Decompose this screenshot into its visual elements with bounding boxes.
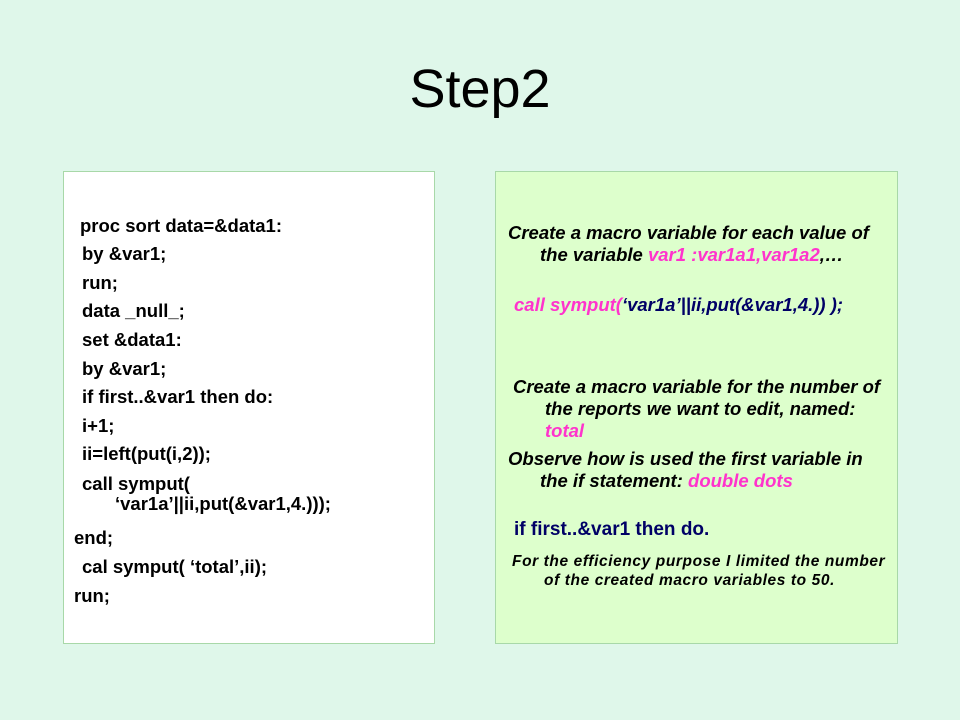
note-text: ,…: [819, 244, 844, 265]
code-line: data _null_;: [82, 300, 185, 321]
code-line: proc sort data=&data1:: [80, 215, 283, 236]
note-text: Observe how is used the first variable in the if statement:: [508, 448, 863, 491]
note-double-dots: [508, 448, 893, 492]
code-line: run;: [82, 272, 118, 293]
note-highlight: call symput(: [514, 294, 622, 315]
code-line: run;: [74, 585, 110, 606]
notes-panel: [495, 171, 898, 644]
note-highlight: var1 :var1a1,var1a2: [647, 244, 820, 265]
code-line: by &var1;: [82, 358, 167, 379]
note-text: Create a macro variable for each value of the variable: [508, 222, 869, 265]
code-line: ii=left(put(i,2));: [82, 443, 211, 464]
code-line: by &var1;: [82, 243, 167, 264]
code-line: ‘var1a’||ii,put(&var1,4.)));: [115, 493, 331, 514]
code-line: if first..&var1 then do:: [82, 386, 274, 407]
note-text: Create a macro variable for the number of the reports we want to edit, named:: [513, 376, 881, 419]
note-call-symput: [514, 294, 893, 316]
code-line: set &data1:: [82, 329, 182, 350]
code-line: end;: [74, 527, 114, 548]
note-highlight: double dots: [688, 470, 793, 491]
note-efficiency: For the efficiency purpose I limited the number of the created macro variables to 50.: [512, 553, 886, 589]
note-if-first: if first..&var1 then do.: [514, 519, 710, 540]
code-line: call symput(: [82, 473, 190, 494]
code-line: i+1;: [82, 415, 115, 436]
note-highlight: total: [545, 420, 585, 441]
note-macro-each-value: [508, 222, 893, 266]
note-macro-total: [513, 376, 893, 442]
slide-title: Step2: [409, 59, 551, 119]
code-line: cal symput( ‘total’,ii);: [82, 556, 268, 577]
code-panel: [63, 171, 435, 644]
note-code: ‘var1a’||ii,put(&var1,4.)) );: [621, 294, 844, 315]
